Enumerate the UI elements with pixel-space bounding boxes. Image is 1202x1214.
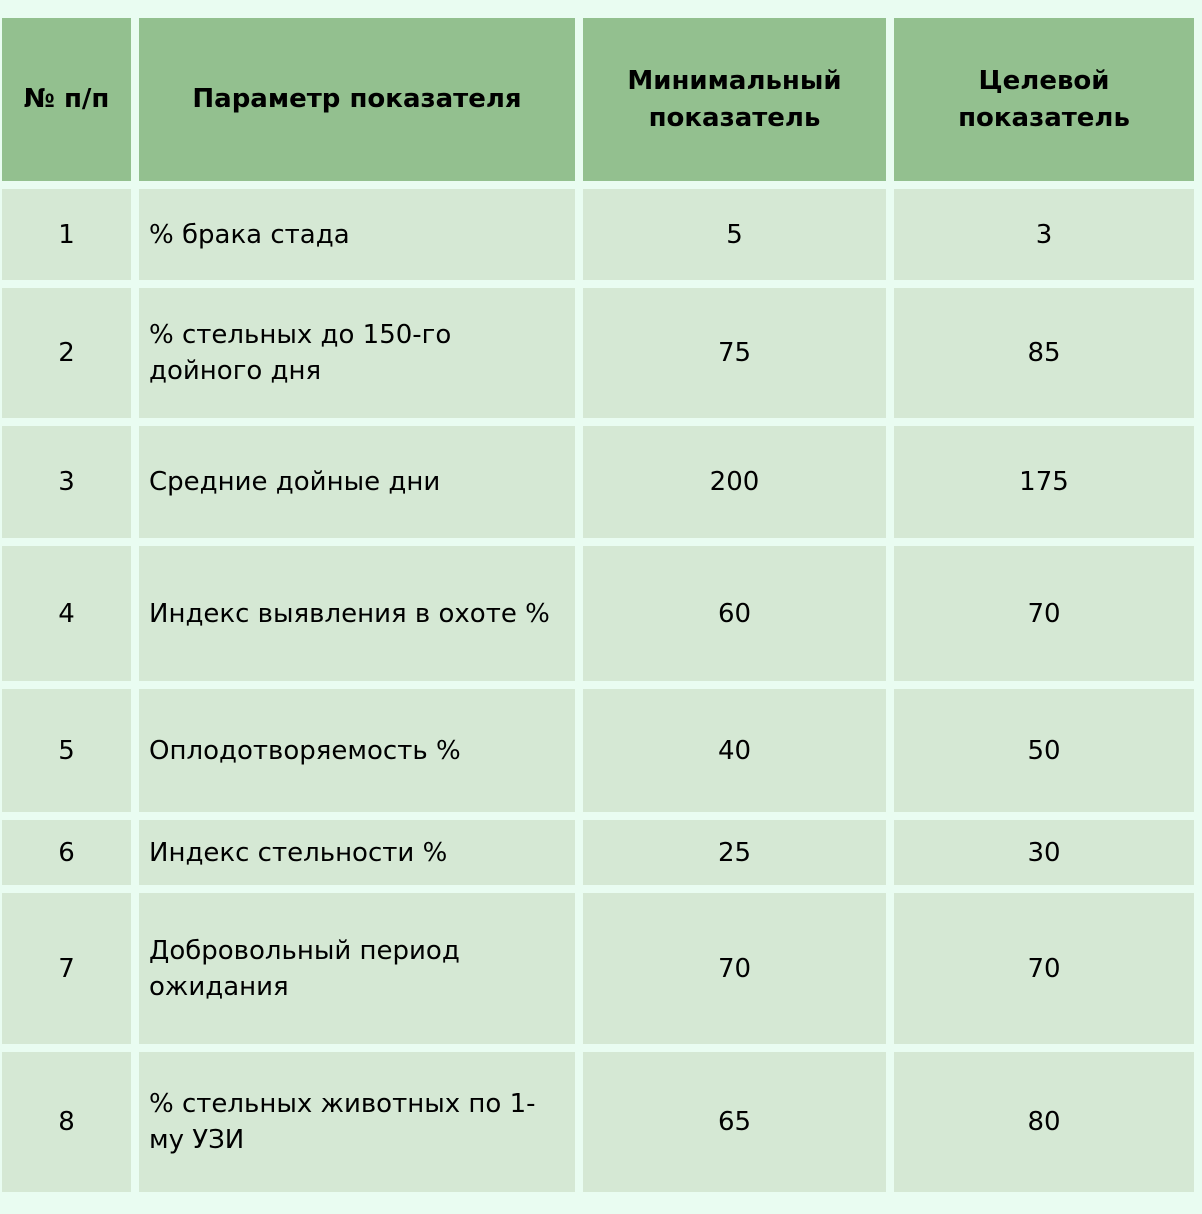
row-parameter: % брака стада xyxy=(139,189,575,280)
row-target: 70 xyxy=(894,893,1194,1044)
row-parameter: % стельных до 150-го дойного дня xyxy=(139,288,575,418)
row-parameter: Добровольный период ожидания xyxy=(139,893,575,1044)
row-minimum: 65 xyxy=(583,1052,886,1192)
row-minimum: 75 xyxy=(583,288,886,418)
row-number: 1 xyxy=(2,189,131,280)
header-minimum: Минимальный показатель xyxy=(583,18,886,181)
row-minimum: 60 xyxy=(583,546,886,681)
row-number: 5 xyxy=(2,689,131,812)
row-parameter: Индекс выявления в охоте % xyxy=(139,546,575,681)
header-number: № п/п xyxy=(2,18,131,181)
row-number: 7 xyxy=(2,893,131,1044)
row-target: 3 xyxy=(894,189,1194,280)
row-minimum: 70 xyxy=(583,893,886,1044)
row-minimum: 5 xyxy=(583,189,886,280)
row-parameter: Индекс стельности % xyxy=(139,820,575,885)
header-parameter: Параметр показателя xyxy=(139,18,575,181)
row-number: 8 xyxy=(2,1052,131,1192)
row-target: 30 xyxy=(894,820,1194,885)
row-target: 80 xyxy=(894,1052,1194,1192)
row-parameter: Оплодотворяемость % xyxy=(139,689,575,812)
row-number: 4 xyxy=(2,546,131,681)
row-target: 50 xyxy=(894,689,1194,812)
row-parameter: Средние дойные дни xyxy=(139,426,575,538)
row-number: 6 xyxy=(2,820,131,885)
indicators-table xyxy=(2,18,1194,1192)
row-target: 85 xyxy=(894,288,1194,418)
row-target: 70 xyxy=(894,546,1194,681)
row-minimum: 40 xyxy=(583,689,886,812)
row-minimum: 200 xyxy=(583,426,886,538)
row-number: 2 xyxy=(2,288,131,418)
row-number: 3 xyxy=(2,426,131,538)
header-target: Целевой показатель xyxy=(894,18,1194,181)
row-minimum: 25 xyxy=(583,820,886,885)
row-parameter: % стельных животных по 1-му УЗИ xyxy=(139,1052,575,1192)
row-target: 175 xyxy=(894,426,1194,538)
